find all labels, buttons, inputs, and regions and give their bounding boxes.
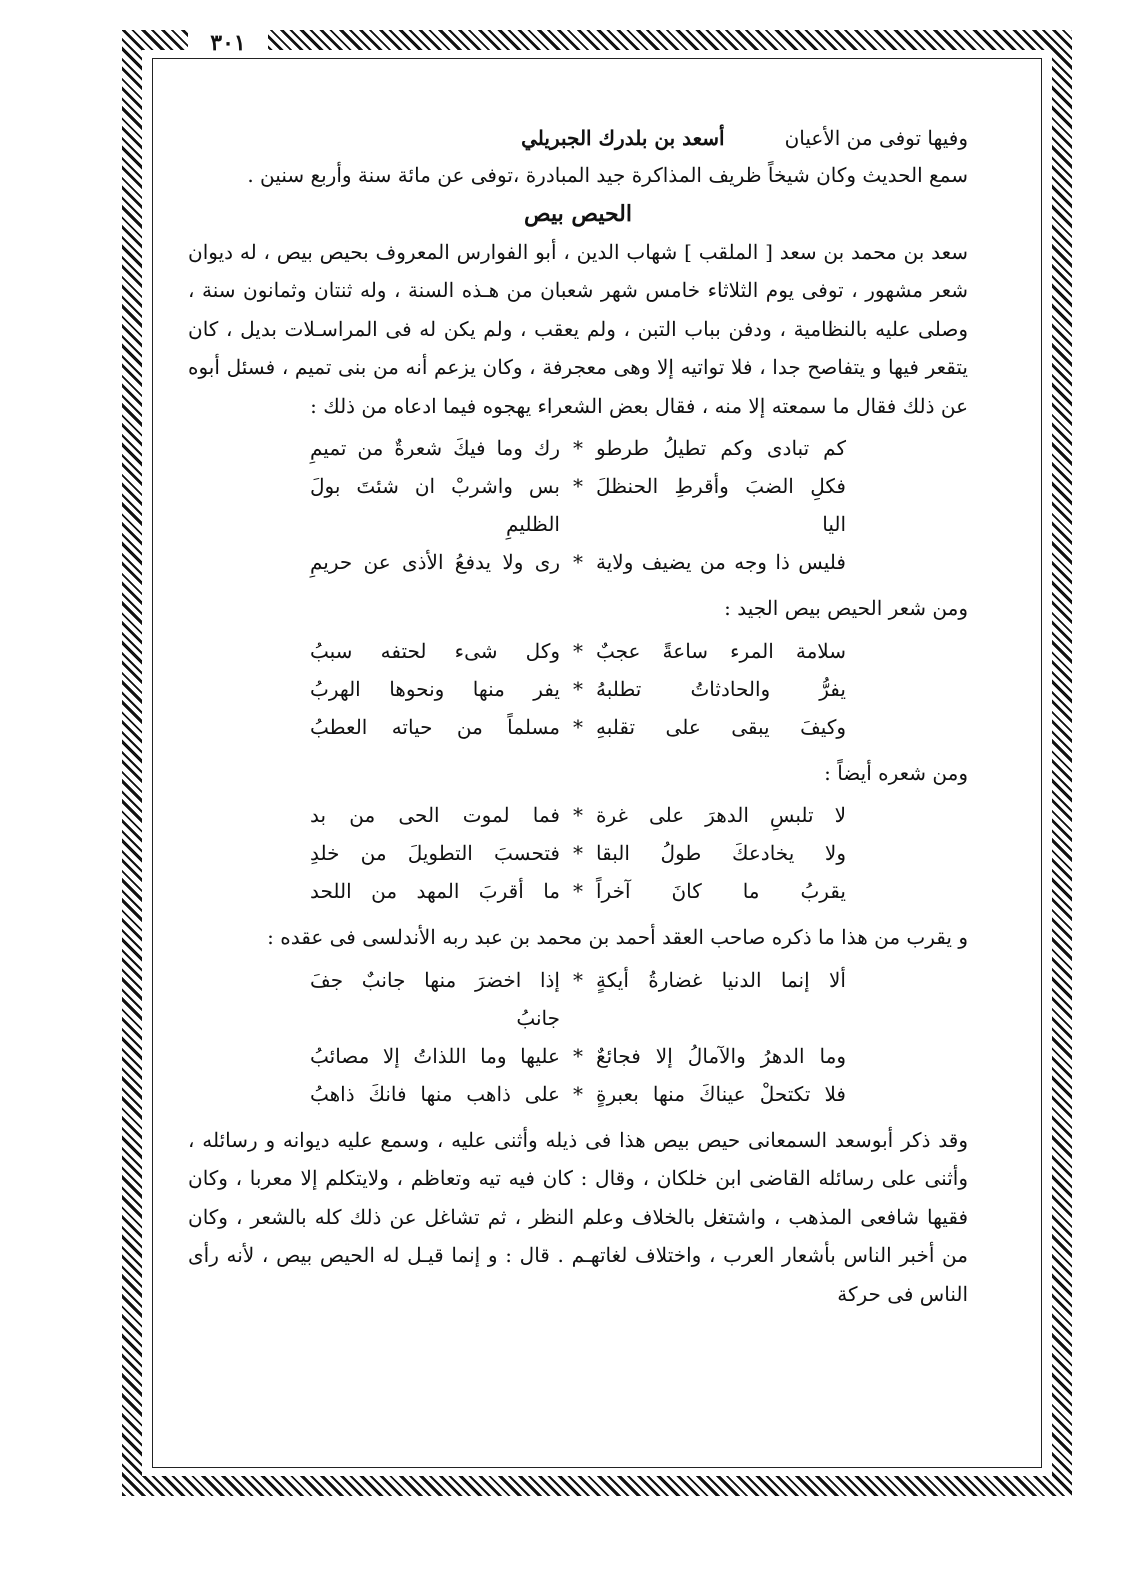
hemistich-second: فتحسبَ التطويلَ من خلدِ bbox=[310, 841, 560, 865]
verse bbox=[188, 872, 968, 910]
poem-1 bbox=[188, 429, 968, 581]
hemistich-second: ما أقربَ المهد من اللحد bbox=[310, 879, 560, 903]
hemistich-second: مسلماً من حياته العطبُ bbox=[310, 714, 560, 739]
hemistich-first: يقربُ ما كانَ آخراً bbox=[596, 879, 846, 903]
verse-separator: * bbox=[573, 638, 583, 663]
poem-4 bbox=[188, 961, 968, 1113]
hemistich-first: ألا إنما الدنيا غضارةُ أيكةٍ bbox=[596, 967, 846, 992]
hemistich-first: كم تبادى وكم تطيلُ طرطو bbox=[596, 436, 846, 460]
paragraph-1: سمع الحديث وكان شيخاً ظريف المذاكرة جيد المبادرة ،توفى عن مائة سنة وأربع سنين . bbox=[247, 163, 968, 187]
hemistich-first: سلامة المرء ساعةً عجبٌ bbox=[596, 638, 846, 663]
hemistich-second: بس واشربْ ان شئتَ بولَ الظليمِ bbox=[310, 474, 560, 536]
verse bbox=[188, 670, 968, 708]
poem-3 bbox=[188, 796, 968, 910]
hemistich-second: فما لموت الحى من بد bbox=[310, 803, 560, 827]
verse bbox=[188, 1075, 968, 1113]
hemistich-first: فكلِ الضبَ وأقرطِ الحنظلَ اليا bbox=[596, 474, 846, 536]
verse bbox=[188, 834, 968, 872]
verse bbox=[188, 961, 968, 1037]
verse-separator: * bbox=[573, 803, 583, 827]
verse bbox=[188, 429, 968, 467]
hemistich-first: لا تلبسِ الدهرَ على غرة bbox=[596, 803, 846, 827]
paragraph-2: سعد بن محمد بن سعد [ الملقب ] شهاب الدين ، أبو الفوارس المعروف بحيص بيص ، له ديوان شعر مشهور ، توفى يوم الثلاثاء خامس شهر شعبان من هـذه السنة ، وله ثنتان وثمانون سنة ، وصلى عليه بالنظامية ، ودفن بباب التبن ، ولم يعقب ، ولم يكن له فى المراسـلات بديل ، كان يتقعر فيها و يتفاصح جدا ، فلا تواتيه إلا وهى معجرفة ، وكان يزعم أنه من بنى تميم ، فسئل أبوه عن ذلك فقال ما سمعته إلا منه ، فقال بعض الشعراء يهجوه فيما ادعاه من ذلك : bbox=[188, 239, 968, 418]
header-line bbox=[188, 120, 968, 156]
verse bbox=[188, 467, 968, 543]
poem-2 bbox=[188, 632, 968, 746]
hemistich-first: وما الدهرُ والآمالُ إلا فجائعٌ bbox=[596, 1043, 846, 1068]
hemistich-second: يفر منها ونحوها الهربُ bbox=[310, 676, 560, 701]
poem-intro-2: ومن شعر الحيص بيص الجيد : bbox=[724, 596, 968, 620]
verse-separator: * bbox=[573, 967, 583, 992]
verse-separator: * bbox=[573, 879, 583, 903]
section-title: الحيص بيص bbox=[524, 200, 632, 227]
verse-separator: * bbox=[573, 1081, 583, 1106]
verse bbox=[188, 1037, 968, 1075]
hemistich-second: رى ولا يدفعُ الأذى عن حريمِ bbox=[310, 550, 560, 574]
verse-separator: * bbox=[573, 714, 583, 739]
hemistich-second: عليها وما اللذاتُ إلا مصائبُ bbox=[310, 1043, 560, 1068]
verse bbox=[188, 543, 968, 581]
hemistich-second: على ذاهب منها فانكَ ذاهبُ bbox=[310, 1081, 560, 1106]
verse-separator: * bbox=[573, 474, 583, 498]
poem-intro-4: و يقرب من هذا ما ذكره صاحب العقد أحمد بن محمد بن عبد ربه الأندلسى فى عقده : bbox=[267, 925, 968, 949]
verse bbox=[188, 796, 968, 834]
page-number: ٣٠١ bbox=[188, 30, 268, 56]
header-year-note: وفيها توفى من الأعيان bbox=[784, 126, 968, 150]
hemistich-first: فليس ذا وجه من يضيف ولاية bbox=[596, 550, 846, 574]
verse bbox=[188, 632, 968, 670]
hemistich-first: ولا يخادعكَ طولُ البقا bbox=[596, 841, 846, 865]
verse bbox=[188, 708, 968, 746]
hemistich-first: يفرُّ والحادثاتُ تطلبهُ bbox=[596, 676, 846, 701]
poem-intro-3: ومن شعره أيضاً : bbox=[824, 760, 968, 785]
hemistich-second: إذا اخضرَ منها جانبٌ جفَ جانبُ bbox=[310, 967, 560, 1030]
paragraph-3: وقد ذكر أبوسعد السمعانى حيص بيص هذا فى ذيله وأثنى عليه ، وسمع عليه ديوانه و رسائله ، وأثنى على رسائله القاضى ابن خلكان ، وقال : كان فيه تيه وتعاظم ، ولايتكلم إلا معربا ، وكان فقيها شافعى المذهب ، واشتغل بالخلاف وعلم النظر ، ثم تشاغل عن ذلك كله بالشعر ، وكان من أخبر الناس بأشعار العرب ، واختلاف لغاتهـم . قال : و إنما قيـل له الحيص بيص ، لأنه رأى الناس فى حركة bbox=[188, 1127, 968, 1306]
verse-separator: * bbox=[573, 436, 583, 460]
hemistich-second: رك وما فيكَ شعرةٌ من تميمِ bbox=[310, 436, 560, 460]
header-person-name: أسعد بن بلدرك الجبريلي bbox=[521, 126, 725, 150]
verse-separator: * bbox=[573, 1043, 583, 1068]
hemistich-first: وكيفَ يبقى على تقلبهِ bbox=[596, 714, 846, 739]
page-content bbox=[188, 120, 968, 1313]
hemistich-first: فلا تكتحلْ عيناكَ منها بعبرةٍ bbox=[596, 1081, 846, 1106]
verse-separator: * bbox=[573, 676, 583, 701]
hemistich-second: وكل شىء لحتفه سببُ bbox=[310, 638, 560, 663]
verse-separator: * bbox=[573, 550, 583, 574]
verse-separator: * bbox=[573, 841, 583, 865]
